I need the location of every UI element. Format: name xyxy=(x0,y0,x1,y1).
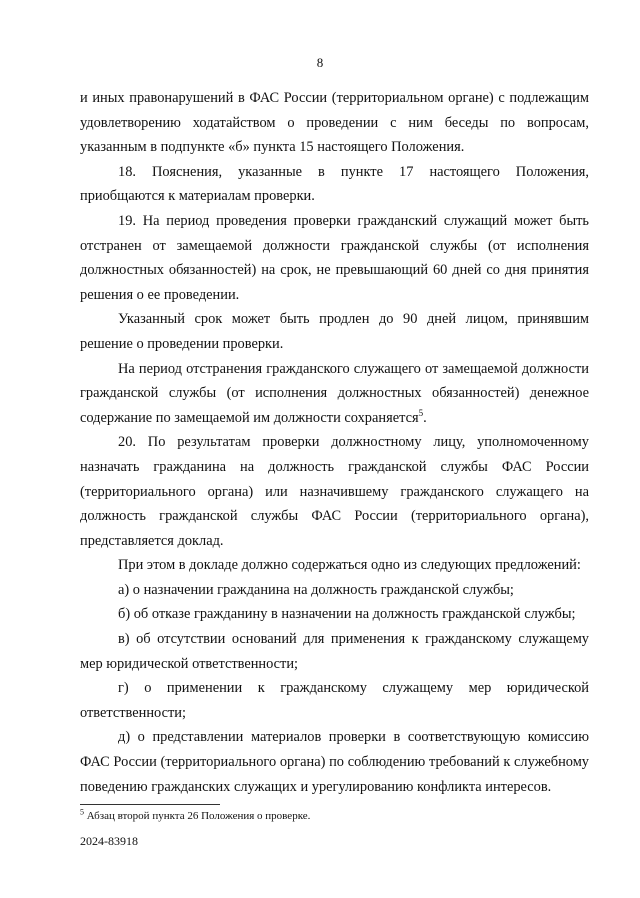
footnote-text: Абзац второй пункта 26 Положения о проверке. xyxy=(84,810,311,822)
paragraph-report-intro xyxy=(80,553,589,578)
document-body xyxy=(80,86,589,799)
paragraph-text: г) о применении к гражданскому служащему мер юридической ответственности; xyxy=(80,680,589,721)
paragraph-text: 18. Пояснения, указанные в пункте 17 настоящего Положения, приобщаются к материалам проверки. xyxy=(80,163,589,205)
list-item-v xyxy=(80,627,589,676)
footnote-reference: 5 xyxy=(418,407,424,418)
paragraph-text: б) об отказе гражданину в назначении на должность гражданской службы; xyxy=(118,606,576,623)
paragraph-text: в) об отсутствии оснований для применения к гражданскому служащему мер юридической ответственности; xyxy=(80,631,589,672)
paragraph-continuation xyxy=(80,86,589,160)
paragraph-text: и иных правонарушений в ФАС России (территориальном органе) с подлежащим удовлетворению ходатайством о проведении с ним беседы по вопросам, указанным в подпункте «б» пункта 15 настоящего Положения. xyxy=(80,90,589,156)
paragraph-item-20 xyxy=(80,430,589,553)
footnote-divider xyxy=(80,804,220,805)
list-item-b xyxy=(80,602,589,627)
paragraph-text: При этом в докладе должно содержаться одно из следующих предложений: xyxy=(118,557,581,574)
paragraph-item-19 xyxy=(80,209,589,307)
paragraph-text: 20. По результатам проверки должностному лицу, уполномоченному назначать гражданина на должность гражданской службы ФАС России (территориального органа) или назначившему гражданского служащего на должность гражданской службы ФАС России (территориального органа), представляется доклад. xyxy=(80,434,589,549)
paragraph-text: На период отстранения гражданского служащего от замещаемой должности гражданской службы (от исполнения должностных обязанностей) денежное содержание по замещаемой им должности сохраняется xyxy=(80,360,589,426)
document-id: 2024-83918 xyxy=(80,834,138,848)
paragraph-text: Указанный срок может быть продлен до 90 дней лицом, принявшим решение о проведении проверки. xyxy=(80,311,589,352)
paragraph-salary: На период отстранения гражданского служащего от замещаемой должности гражданской службы (от исполнения должностных обязанностей) денежное содержание по замещаемой им должности сохраняется$^5$. xyxy=(80,360,589,426)
list-item-d xyxy=(80,725,589,799)
footnote xyxy=(80,809,589,823)
paragraph-text: а) о назначении гражданина на должность гражданской службы; xyxy=(118,581,514,598)
paragraph-text: д) о представлении материалов проверки в соответствующую комиссию ФАС России (территориального органа) по соблюдению требований к служебному поведению гражданских служащих и урегулированию конфликта интересов. xyxy=(80,729,589,795)
paragraph-extension xyxy=(80,307,589,356)
footnote-marker: 5 xyxy=(80,807,84,817)
list-item-a xyxy=(80,578,589,603)
paragraph-item-18 xyxy=(80,160,589,209)
list-item-g xyxy=(80,676,589,725)
paragraph-text: 19. На период проведения проверки гражданский служащий может быть отстранен от замещаемой должности гражданской службы (от исполнения должностных обязанностей) на срок, не превышающий 60 дней со дня принятия решения о ее проведении. xyxy=(80,212,589,303)
page-number: 8 xyxy=(316,55,324,70)
